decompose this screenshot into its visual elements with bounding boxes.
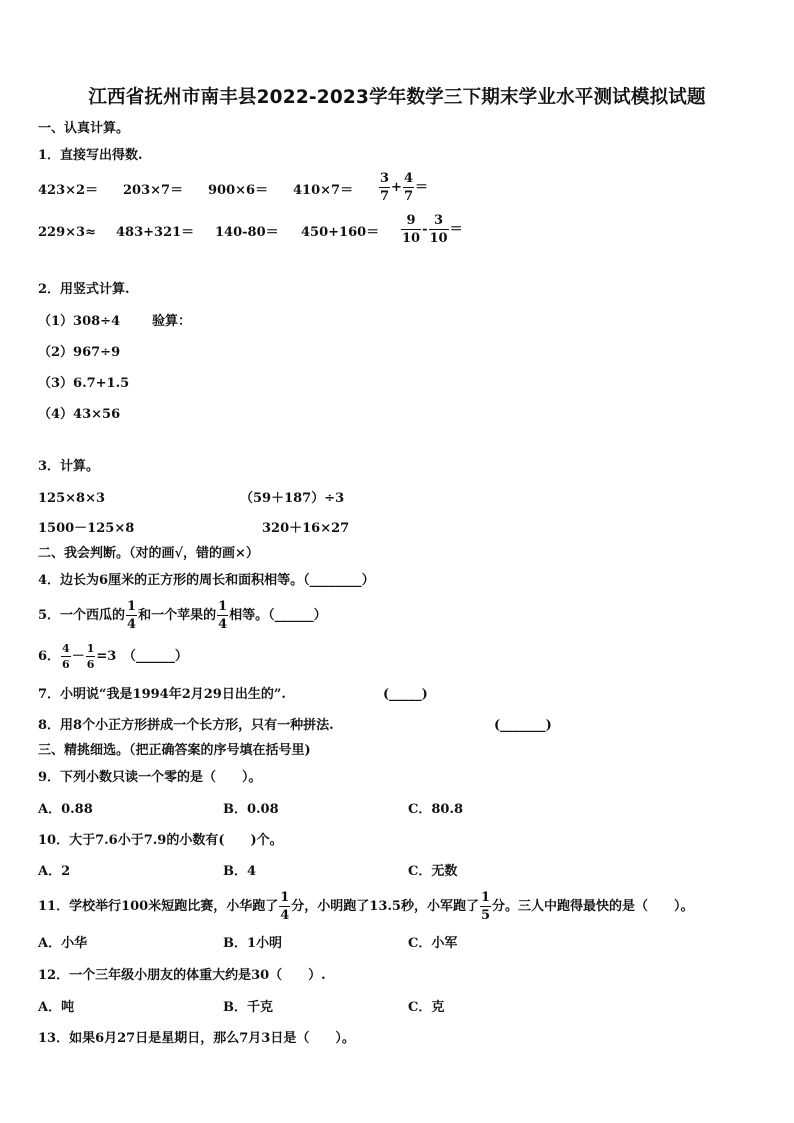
denominator: 4 — [127, 617, 137, 632]
operator: + — [391, 180, 402, 195]
option-a: A．0.88 — [38, 802, 93, 817]
vertical-calc-item: （2）967÷9 — [38, 345, 121, 360]
question-text: 5．一个西瓜的 — [38, 608, 126, 623]
numerator: 4 — [403, 171, 413, 186]
numerator: 3 — [380, 171, 390, 186]
option-a: A．2 — [38, 864, 71, 879]
answer-blank: (_____) — [383, 687, 428, 702]
question-number: 6． — [38, 649, 61, 664]
calc-item: （59＋187）÷3 — [240, 491, 345, 506]
option-c: C．小军 — [408, 936, 458, 951]
calc-item: 140-80＝ — [215, 225, 279, 240]
calc-item: 450+160＝ — [301, 225, 380, 240]
option-c: C．无数 — [408, 864, 458, 879]
option-b: B．1小明 — [223, 936, 283, 951]
vertical-calc-item: （3）6.7+1.5 — [38, 376, 130, 391]
denominator: 10 — [429, 231, 448, 246]
option-c: C．克 — [408, 1000, 445, 1015]
denominator: 6 — [86, 658, 95, 671]
option-b: B．千克 — [223, 1000, 273, 1015]
numerator: 9 — [406, 213, 416, 228]
denominator: 4 — [218, 617, 228, 632]
question-text: 11．学校举行100米短跑比赛，小华跑了 — [38, 899, 279, 914]
question-1-heading: 1．直接写出得数. — [38, 148, 143, 163]
answer-blank: (_______) — [494, 718, 552, 733]
question-text: 分。三人中跑得最快的是（ ）。 — [492, 899, 694, 914]
calc-item: 125×8×3 — [38, 491, 106, 506]
numerator: 1 — [280, 890, 290, 905]
page-title: 江西省抚州市南丰县2022-2023学年数学三下期末学业水平测试模拟试题 — [88, 87, 706, 108]
question-10: 10．大于7.6小于7.9的小数有( )个。 — [38, 833, 283, 848]
denominator: 6 — [62, 658, 70, 671]
question-13: 13．如果6月27日是星期日，那么7月3日是（ ）。 — [38, 1031, 355, 1046]
operator: － — [71, 649, 85, 664]
question-5 — [38, 600, 327, 631]
question-11 — [38, 891, 694, 922]
question-4: 4．边长为6厘米的正方形的周长和面积相等。（________） — [38, 573, 375, 588]
question-text: 分，小明跑了13.5秒，小军跑了 — [291, 899, 479, 914]
numerator: 1 — [127, 599, 137, 614]
denominator: 7 — [403, 189, 413, 204]
question-2-heading: 2．用竖式计算. — [38, 282, 130, 297]
calc-item: 423×2＝ — [38, 183, 99, 198]
calc-item: 410×7＝ — [293, 183, 354, 198]
vertical-calc-item: （1）308÷4 — [38, 314, 121, 329]
calc-item: 203×7＝ — [123, 183, 184, 198]
numerator: 3 — [434, 213, 444, 228]
equals-sign: ＝ — [415, 180, 429, 195]
denominator: 10 — [402, 231, 421, 246]
calc-item: 320＋16×27 — [262, 521, 350, 536]
option-b: B．4 — [223, 864, 257, 879]
fraction-expression — [400, 214, 463, 245]
numerator: 1 — [218, 599, 228, 614]
vertical-calc-item: （4）43×56 — [38, 407, 121, 422]
calc-item: 229×3≈ — [38, 225, 96, 240]
question-7: 7．小明说“我是1994年2月29日出生的”. — [38, 687, 286, 702]
question-text: =3 （______） — [96, 649, 188, 664]
question-8: 8．用8个小正方形拼成一个长方形，只有一种拼法. — [38, 718, 334, 733]
denominator: 4 — [280, 908, 290, 923]
option-a: A．小华 — [38, 936, 88, 951]
operator: - — [422, 222, 428, 237]
calc-item: 1500－125×8 — [38, 521, 135, 536]
question-3-heading: 3．计算。 — [38, 459, 100, 474]
question-12: 12．一个三年级小朋友的体重大约是30（ ）. — [38, 968, 326, 983]
question-text: 和一个苹果的 — [138, 608, 217, 623]
question-6 — [38, 643, 188, 670]
denominator: 7 — [380, 189, 390, 204]
option-b: B．0.08 — [223, 802, 279, 817]
equals-sign: ＝ — [449, 222, 463, 237]
section-heading-3: 三、精挑细选。（把正确答案的序号填在括号里) — [38, 743, 311, 758]
denominator: 5 — [480, 908, 490, 923]
section-heading-2: 二、我会判断。（对的画√，错的画×） — [38, 546, 259, 561]
numerator: 1 — [480, 890, 490, 905]
fraction-expression — [378, 172, 428, 203]
section-heading-1: 一、认真计算。 — [38, 121, 130, 136]
question-9: 9．下列小数只读一个零的是（ ）。 — [38, 770, 262, 785]
question-text: 相等。（______） — [229, 608, 327, 623]
numerator: 1 — [86, 642, 95, 655]
calc-item: 483+321＝ — [116, 225, 195, 240]
check-label: 验算： — [152, 314, 192, 329]
option-a: A．吨 — [38, 1000, 75, 1015]
option-c: C．80.8 — [408, 802, 464, 817]
calc-item: 900×6＝ — [208, 183, 269, 198]
numerator: 4 — [62, 642, 70, 655]
